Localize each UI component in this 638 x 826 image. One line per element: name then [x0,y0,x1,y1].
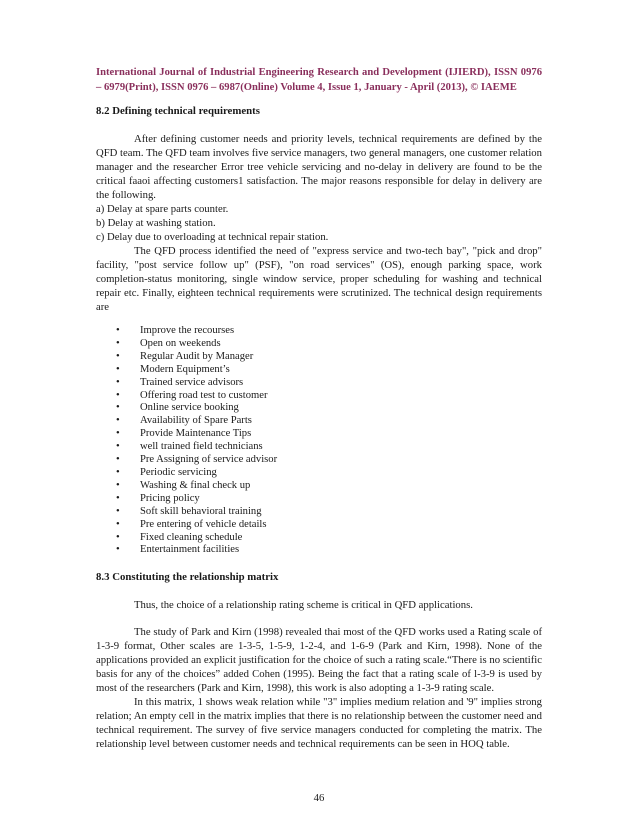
delay-reason-b: b) Delay at washing station. [96,217,216,229]
bullet-icon: • [116,492,120,504]
requirement-item [116,377,542,390]
bullet-icon: • [116,415,120,427]
requirement-text: Pre Assigning of service advisor [140,454,278,466]
requirement-text: Periodic servicing [140,466,217,478]
requirement-item [116,441,542,454]
delay-reason-c: c) Delay due to overloading at technical repair station. [96,231,329,243]
requirement-text: Provide Maintenance Tips [140,428,252,440]
requirement-text: Online service booking [140,402,239,414]
paragraph-technical-requirements: After defining customer needs and priority levels, technical requirements are defined by the QFD team. The QFD team involves five service managers, two general managers, one customer relation manager and the researcher Error tree vehicle servicing and no-delay in delivery are found to be the critical faaoi affecting customers1 satisfaction. The major reasons responsible for delay in delivery are the following. [96,133,542,201]
requirement-item [116,415,542,428]
requirement-item [116,428,542,441]
page-number: 46 [313,792,325,804]
requirement-item [116,506,542,519]
requirement-text: Washing & final check up [140,479,251,491]
requirement-text: Pricing policy [140,492,200,504]
bullet-icon: • [116,505,120,517]
bullet-icon: • [116,466,120,478]
requirement-item [116,402,542,415]
requirement-item [116,467,542,480]
bullet-icon: • [116,376,120,388]
delay-reason-a: a) Delay at spare parts counter. [96,203,229,215]
requirement-item [116,532,542,545]
requirement-item [116,325,542,338]
technical-requirements-list [96,325,542,557]
journal-header: International Journal of Industrial Engineering Research and Development (IJIERD), ISSN 0976 – 6979(Print), ISSN 0976 – 6987(Online) Volume 4, Issue 1, January - April (2013), © IAEME [96,67,542,93]
requirement-item [116,519,542,532]
bullet-icon: • [116,389,120,401]
paragraph-qfd-process: The QFD process identified the need of "express service and two-tech bay", "pick and drop" facility, "post service follow up" (PSF), "on road services" (OS), enough parking space, work completion-status monitoring, single window service, proper scheduling for washing and technical repair etc. Finally, eighteen technical requirements were scrutinized. The technical design requirements are [96,245,542,313]
requirement-text: well trained field technicians [140,441,263,453]
bullet-icon: • [116,350,120,362]
requirement-item [116,338,542,351]
bullet-icon: • [116,337,120,349]
requirement-text: Offering road test to customer [140,389,268,401]
requirement-text: Entertainment facilities [140,544,240,556]
requirement-item [116,493,542,506]
bullet-icon: • [116,363,120,375]
bullet-icon: • [116,544,120,556]
requirement-text: Availability of Spare Parts [140,415,252,427]
requirement-item [116,480,542,493]
requirement-text: Trained service advisors [140,376,244,388]
requirement-item [116,351,542,364]
paragraph-rating-scheme: Thus, the choice of a relationship rating scheme is critical in QFD applications. [134,599,473,612]
requirement-text: Fixed cleaning schedule [140,531,243,543]
bullet-icon: • [116,479,120,491]
bullet-icon: • [116,531,120,543]
requirement-text: Open on weekends [140,337,221,349]
bullet-icon: • [116,454,120,466]
requirement-item [116,390,542,403]
bullet-icon: • [116,402,120,414]
bullet-icon: • [116,325,120,336]
requirement-text: Modern Equipment’s [140,363,230,375]
requirement-text: Regular Audit by Manager [140,350,254,362]
requirement-item [116,364,542,377]
section-heading-8-3: 8.3 Constituting the relationship matrix [96,571,279,584]
requirement-text: Improve the recourses [140,325,235,336]
bullet-icon: • [116,441,120,453]
paper-page [96,66,542,751]
bullet-icon: • [116,428,120,440]
section-heading-8-2: 8.2 Defining technical requirements [96,105,260,117]
requirement-item [116,454,542,467]
requirement-text: Soft skill behavioral training [140,505,262,517]
bullet-icon: • [116,518,120,530]
requirement-text: Pre entering of vehicle details [140,518,267,530]
paragraph-matrix-relations: In this matrix, 1 shows weak relation while "3" implies medium relation and '9" implies strong relation; An empty cell in the matrix implies that there is no relationship between the customer need and technical requirement. The survey of five service managers conducted for completing the matrix. The relationship level between customer needs and technical requirements can be seen in HOQ table. [96,696,542,751]
paragraph-park-kirn-study: The study of Park and Kirn (1998) revealed thai most of the QFD works used a Rating scale of 1-3-9 format, Other scales are 1-3-5, 1-5-9, 1-2-4, and 1-6-9 (Park and Kirn, 1998). None of the applications provided an explicit justification for the choice of such a rating scale.“There is no scientific basis for any of the choices” added Cohen (1995). Being the fact that a rating scale of l-3-9 is used by most of the researchers (Park and Kirn, 1998), this work is also adopting a 1-3-9 rating scale. [96,626,542,695]
requirement-item [116,544,542,557]
